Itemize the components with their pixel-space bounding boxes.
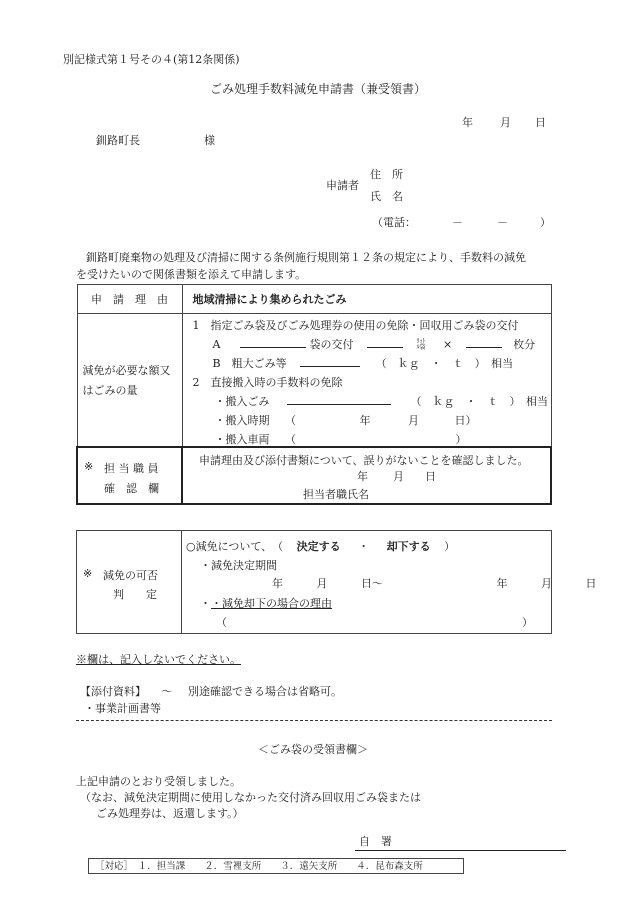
decision-table bbox=[76, 530, 597, 634]
attachments-label: 【添付資料】 bbox=[80, 685, 146, 698]
receipt-line-3: ごみ処理券は、返還します。） bbox=[96, 807, 244, 820]
amount-label-2: はごみの量 bbox=[82, 383, 138, 397]
reject-reason-label: ・・減免却下の場合の理由 bbox=[200, 597, 332, 610]
item-1-a-text: 袋の交付 bbox=[309, 338, 354, 351]
bulky-waste-field[interactable] bbox=[300, 356, 360, 367]
reason-value: 地域清掃により集められたごみ bbox=[192, 293, 347, 306]
waste-amount-field[interactable] bbox=[287, 394, 391, 405]
decision-detail-cell bbox=[182, 531, 597, 634]
period-label: ・減免決定期間 bbox=[200, 559, 277, 572]
receipt-title: ＜ごみ袋の受領書欄＞ bbox=[258, 743, 368, 756]
bag-count-field[interactable] bbox=[466, 337, 502, 348]
item-2-2-label: ・搬入時期 bbox=[214, 414, 270, 427]
bag-size-field[interactable] bbox=[367, 337, 403, 348]
staff-confirm-cell bbox=[182, 447, 551, 504]
phone-separator: － bbox=[452, 216, 463, 229]
applicant-label: 申請者 bbox=[326, 179, 359, 192]
staff-name-label: 担当者職氏名 bbox=[303, 487, 369, 501]
staff-mark: ※ bbox=[84, 459, 94, 473]
item-1-a bbox=[213, 336, 536, 352]
item-1: 1 指定ごみ袋及びごみ処理券の使用の免除・回収用ごみ袋の交付 bbox=[192, 319, 519, 332]
item-2: 2 直接搬入時の手数料の免除 bbox=[192, 376, 343, 389]
item-1-b-label: B 粗大ごみ等 bbox=[212, 357, 287, 370]
cut-line bbox=[76, 720, 552, 721]
intro-line-2: を受けたいので関係書類を添えて申請します。 bbox=[76, 268, 307, 281]
date-day-label: 日 bbox=[535, 116, 546, 129]
item-2-1 bbox=[215, 393, 549, 409]
honorific: 様 bbox=[204, 134, 215, 147]
reason-value-cell bbox=[182, 285, 551, 314]
decision-mark: ※ bbox=[83, 567, 93, 580]
date-year-label: 年 bbox=[462, 116, 473, 129]
amount-label-1: 減免が必要な額又 bbox=[82, 363, 171, 377]
decide-option[interactable]: 決定する bbox=[296, 540, 341, 553]
reject-reason-open: （ bbox=[216, 616, 227, 629]
phone-label: （電話： bbox=[372, 216, 416, 229]
phone-close: ） bbox=[540, 216, 551, 229]
address-label: 住 所 bbox=[370, 168, 403, 181]
form-reference: 別記様式第１号その４(第12条関係) bbox=[63, 53, 240, 66]
intro-line-1: 釧路町廃棄物の処理及び清掃に関する条例施行規則第１２条の規定により、手数料の減免 bbox=[86, 251, 526, 264]
staff-day: 日 bbox=[425, 469, 436, 483]
handling-office-text: ［対応］ １．担当課 ２．雪裡支所 ３．遠矢支所 ４．昆布森支所 bbox=[95, 861, 423, 872]
times-sign: × bbox=[442, 338, 453, 351]
reject-option[interactable]: 却下する bbox=[386, 540, 431, 553]
application-table bbox=[76, 284, 552, 505]
reject-reason-close: ） bbox=[522, 616, 533, 629]
item-2-3-label: ・搬入車両 bbox=[214, 433, 270, 446]
receipt-line-2: （なお、減免決定期間に使用しなかった交付済み回収用ごみ袋または bbox=[80, 791, 421, 804]
attachment-item: ・事業計画書等 bbox=[84, 702, 161, 715]
date-month-label: 月 bbox=[500, 116, 511, 129]
phone-separator: － bbox=[497, 216, 508, 229]
decision-label-1: 減免の可否 bbox=[103, 569, 158, 582]
item-1-a-unit: 枚分 bbox=[513, 338, 536, 351]
attachments-line: 【添付資料】 ～ 別途確認できる場合は省略可。 bbox=[80, 685, 342, 698]
period-dates: 年 月 日～ 年 月 日 bbox=[272, 577, 597, 590]
item-2-1-unit: （ ｋｇ ・ ｔ ） 相当 bbox=[410, 395, 548, 408]
decision-label-cell bbox=[77, 531, 182, 634]
amount-detail-cell bbox=[182, 314, 551, 447]
decision-label-2: 判 定 bbox=[113, 588, 157, 601]
item-2-1-label: ・搬入ごみ bbox=[214, 395, 270, 408]
handling-office-box bbox=[88, 858, 464, 874]
decision-line-1: ○減免について、 （ 決定する ・ 却下する ） bbox=[186, 540, 456, 553]
name-label: 氏 名 bbox=[370, 190, 403, 203]
item-1-b bbox=[213, 355, 514, 371]
staff-label-2: 確 認 欄 bbox=[104, 481, 159, 495]
do-not-fill-note: ※欄は、記入しないでください。 bbox=[76, 653, 241, 666]
signature-label: 自 署 bbox=[359, 835, 392, 848]
item-2-3: ・搬入車両 （ ） bbox=[214, 433, 467, 446]
reason-label-cell bbox=[77, 285, 182, 314]
liter-unit: ﾘｯﾄ ﾙ袋 bbox=[416, 338, 426, 351]
staff-confirm-text: 申請理由及び添付書類について、誤りがないことを確認しました。 bbox=[199, 453, 529, 467]
staff-label-cell bbox=[77, 447, 182, 504]
page-title: ごみ処理手数料減免申請書（兼受領書） bbox=[210, 82, 427, 96]
addressee: 釧路町長 bbox=[96, 134, 140, 147]
item-2-2: ・搬入時期 （ 年 月 日） bbox=[214, 414, 477, 427]
reason-label: 申 請 理 由 bbox=[91, 293, 168, 306]
amount-label-cell bbox=[77, 314, 182, 447]
receipt-line-1: 上記申請のとおり受領しました。 bbox=[76, 775, 241, 788]
bag-type-field[interactable] bbox=[240, 337, 306, 348]
item-1-b-unit: （ ｋｇ ・ ｔ ） 相当 bbox=[375, 357, 514, 370]
item-1-a-letter: A bbox=[212, 338, 221, 351]
staff-month: 月 bbox=[393, 469, 404, 483]
staff-label-1: 担 当 職 員 bbox=[104, 461, 159, 475]
staff-year: 年 bbox=[357, 469, 368, 483]
signature-field[interactable] bbox=[355, 833, 566, 851]
